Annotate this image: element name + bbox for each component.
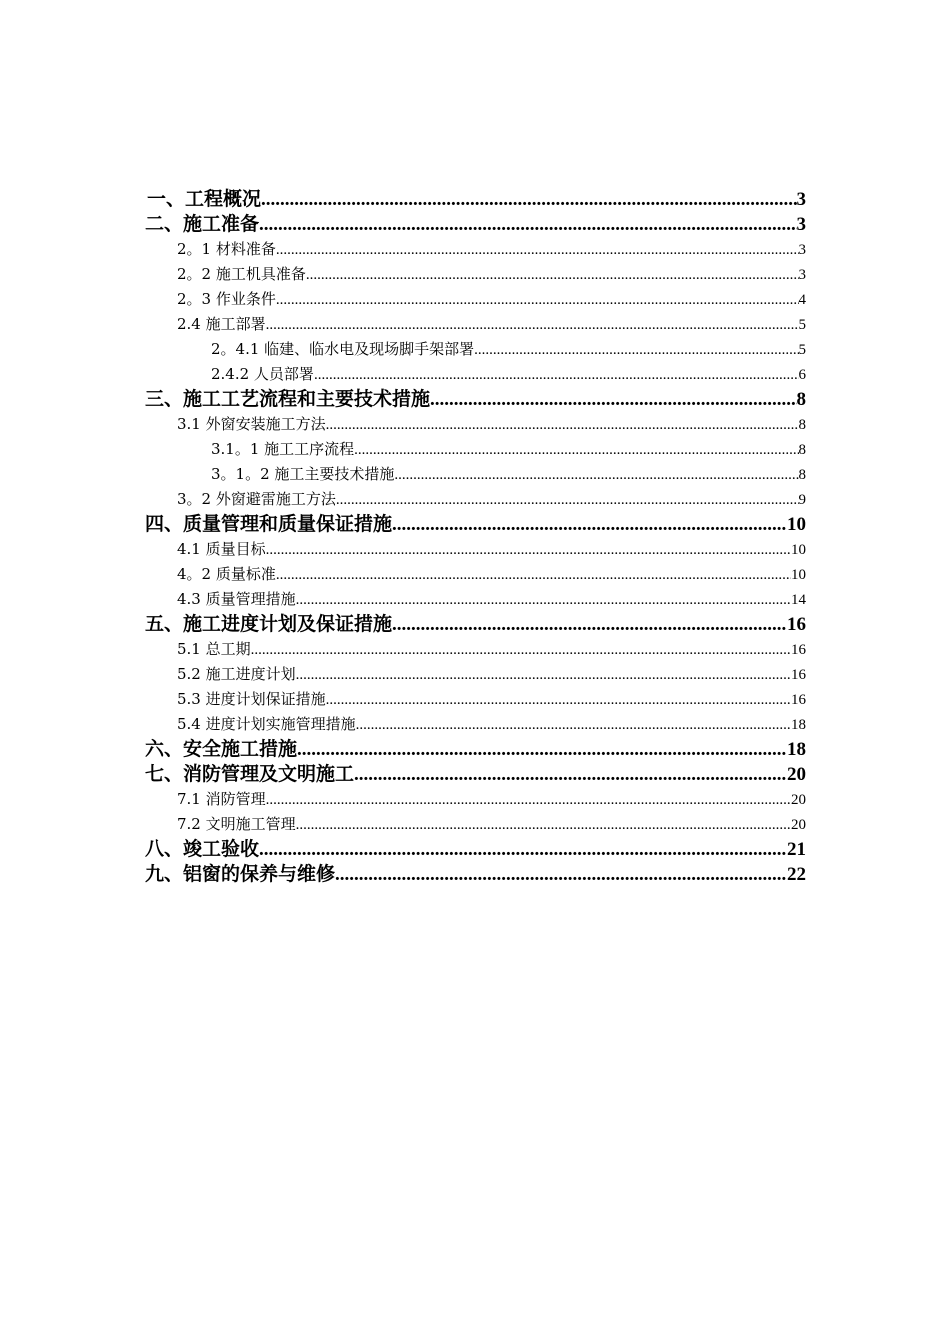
toc-entry[interactable] <box>177 312 806 337</box>
toc-leader-dots <box>336 488 799 512</box>
toc-entry-title: 2.4.2 人员部署 <box>211 365 314 383</box>
toc-page-number: 5 <box>798 317 806 333</box>
toc-entry[interactable] <box>177 487 806 512</box>
toc-leader-dots <box>296 663 791 687</box>
toc-page-number: 3 <box>796 214 806 235</box>
toc-leader-dots <box>296 588 791 612</box>
toc-page-number: 3 <box>796 189 806 210</box>
toc-page-number: 3 <box>798 242 806 258</box>
toc-leader-dots <box>266 538 791 562</box>
toc-entry-title: 4。2 质量标准 <box>177 565 276 583</box>
toc-entry[interactable] <box>145 762 806 787</box>
toc-entry-title: 五、施工进度计划及保证措施 <box>145 613 393 635</box>
toc-entry[interactable] <box>145 512 806 537</box>
toc-entry[interactable] <box>177 637 806 662</box>
toc-entry[interactable] <box>177 587 806 612</box>
toc-entry[interactable] <box>177 712 806 737</box>
toc-entry[interactable] <box>145 737 806 762</box>
toc-page-number: 21 <box>787 839 806 860</box>
toc-leader-dots <box>392 512 787 537</box>
toc-entry-title: 2。3 作业条件 <box>177 290 276 308</box>
toc-leader-dots <box>335 862 787 887</box>
toc-entry-title: 一、工程概况 <box>147 188 262 210</box>
toc-leader-dots <box>251 638 791 662</box>
toc-page-number: 9 <box>798 492 806 508</box>
toc-page-number: 8 <box>798 417 806 433</box>
toc-leader-dots <box>276 238 799 262</box>
toc-leader-dots <box>356 713 791 737</box>
toc-entry[interactable] <box>177 787 806 812</box>
toc-entry[interactable] <box>147 187 806 212</box>
toc-entry[interactable] <box>177 812 806 837</box>
toc-leader-dots <box>474 338 798 362</box>
toc-entry[interactable] <box>145 612 806 637</box>
toc-page-number: 8 <box>796 389 806 410</box>
toc-entry[interactable] <box>177 237 806 262</box>
toc-entry-title: 5.4 进度计划实施管理措施 <box>177 715 356 733</box>
toc-entry-title: 3.1 外窗安装施工方法 <box>177 415 326 433</box>
toc-page-number: 8 <box>798 467 806 483</box>
toc-entry-title: 3。1。2 施工主要技术措施 <box>211 465 395 483</box>
toc-entry-title: 2。1 材料准备 <box>177 240 276 258</box>
toc-entry-title: 4.3 质量管理措施 <box>177 590 296 608</box>
toc-entry[interactable] <box>177 662 806 687</box>
toc-entry-title: 7.2 文明施工管理 <box>177 815 296 833</box>
toc-entry[interactable] <box>145 387 806 412</box>
toc-entry[interactable] <box>211 362 806 387</box>
toc-entry-title: 2.4 施工部署 <box>177 315 266 333</box>
toc-leader-dots <box>297 737 787 762</box>
toc-page-number: 22 <box>787 864 806 885</box>
toc-entry[interactable] <box>177 687 806 712</box>
toc-page-number: 14 <box>791 592 806 608</box>
toc-page-number: 16 <box>791 667 806 683</box>
toc-leader-dots <box>266 313 799 337</box>
toc-entry-title: 5.2 施工进度计划 <box>177 665 296 683</box>
toc-entry-title: 5.3 进度计划保证措施 <box>177 690 326 708</box>
toc-entry[interactable] <box>177 562 806 587</box>
toc-leader-dots <box>276 288 799 312</box>
toc-entry[interactable] <box>145 862 806 887</box>
toc-entry-title: 二、施工准备 <box>145 213 260 235</box>
toc-entry-title: 六、安全施工措施 <box>145 738 298 760</box>
toc-page-number: 16 <box>791 692 806 708</box>
toc-leader-dots <box>326 688 791 712</box>
toc-entry-title: 2。4.1 临建、临水电及现场脚手架部署 <box>211 340 475 358</box>
toc-page-number: 10 <box>787 514 806 535</box>
toc-page-number: 3 <box>798 267 806 283</box>
toc-page-number: 8 <box>798 442 806 458</box>
toc-entry[interactable] <box>177 262 806 287</box>
toc-leader-dots <box>326 413 799 437</box>
toc-leader-dots <box>261 187 796 212</box>
toc-leader-dots <box>354 762 787 787</box>
toc-entry-title: 2。2 施工机具准备 <box>177 265 306 283</box>
toc-leader-dots <box>266 788 791 812</box>
toc-page-number: 10 <box>791 567 806 583</box>
toc-entry-title: 3。2 外窗避雷施工方法 <box>177 490 336 508</box>
toc-entry[interactable] <box>145 837 806 862</box>
toc-page-number: 4 <box>798 292 806 308</box>
toc-entry[interactable] <box>211 337 806 362</box>
toc-leader-dots <box>354 438 798 462</box>
toc-leader-dots <box>296 813 791 837</box>
toc-leader-dots <box>259 837 787 862</box>
toc-page-number: 20 <box>791 792 806 808</box>
toc-page-number: 6 <box>798 367 806 383</box>
toc-entry-title: 3.1。1 施工工序流程 <box>211 440 355 458</box>
toc-entry-title: 7.1 消防管理 <box>177 790 266 808</box>
toc-leader-dots <box>306 263 799 287</box>
toc-page-number: 20 <box>791 817 806 833</box>
toc-leader-dots <box>259 212 796 237</box>
toc-entry-title: 三、施工工艺流程和主要技术措施 <box>145 388 431 410</box>
toc-page-number: 16 <box>787 614 806 635</box>
toc-entry-title: 九、铝窗的保养与维修 <box>145 863 336 885</box>
toc-entry-title: 四、质量管理和质量保证措施 <box>145 513 393 535</box>
table-of-contents <box>0 187 950 887</box>
toc-page-number: 18 <box>791 717 806 733</box>
toc-entry[interactable] <box>177 287 806 312</box>
toc-leader-dots <box>430 387 796 412</box>
toc-page-number: 5 <box>798 342 806 358</box>
toc-entry[interactable] <box>211 437 806 462</box>
toc-entry-title: 八、竣工验收 <box>145 838 260 860</box>
toc-page-number: 16 <box>791 642 806 658</box>
toc-entry-title: 4.1 质量目标 <box>177 540 266 558</box>
toc-entry[interactable] <box>177 537 806 562</box>
toc-page-number: 18 <box>787 739 806 760</box>
toc-page-number: 10 <box>791 542 806 558</box>
toc-leader-dots <box>394 463 798 487</box>
toc-entry[interactable] <box>177 412 806 437</box>
toc-entry[interactable] <box>145 212 806 237</box>
toc-entry-title: 5.1 总工期 <box>177 640 251 658</box>
toc-leader-dots <box>314 363 799 387</box>
toc-leader-dots <box>276 563 791 587</box>
toc-entry-title: 七、消防管理及文明施工 <box>145 763 355 785</box>
toc-entry[interactable] <box>211 462 806 487</box>
toc-leader-dots <box>392 612 787 637</box>
toc-page-number: 20 <box>787 764 806 785</box>
